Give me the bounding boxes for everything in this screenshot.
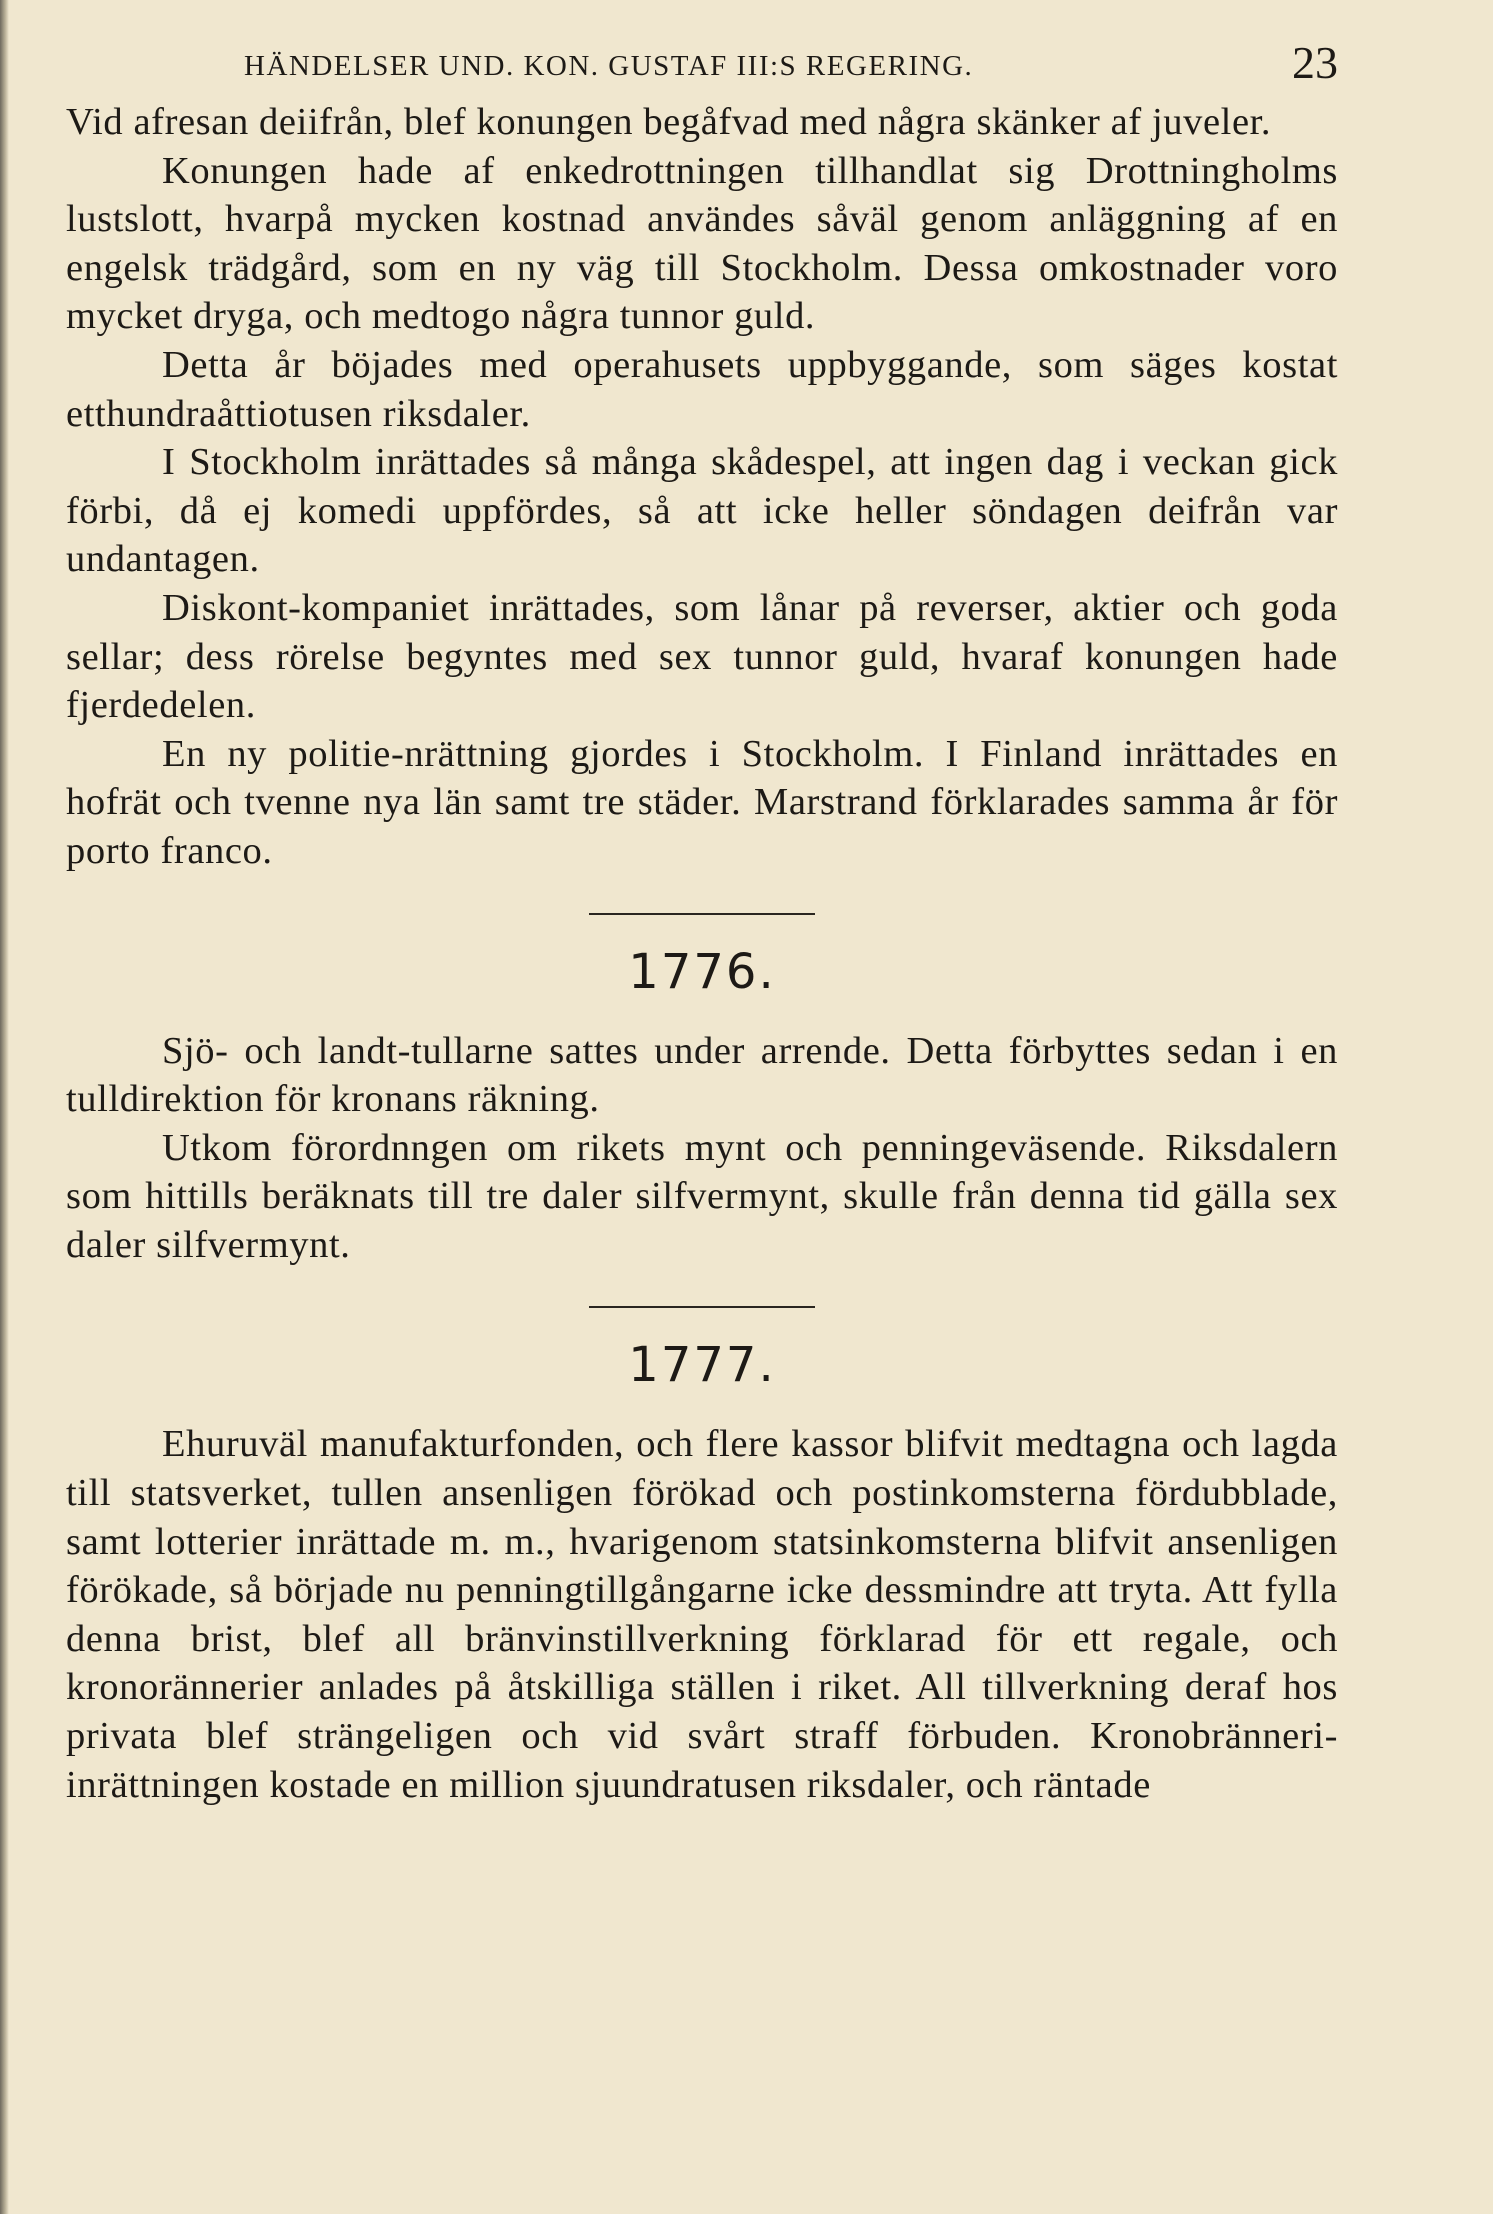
year-heading-1777: 1777.: [628, 1337, 776, 1394]
page-edge-shadow: [0, 0, 9, 2214]
body-text: [66, 98, 1338, 1809]
year-heading-1776: 1776.: [628, 943, 776, 1000]
paragraph: Vid afresan deiifrån, blef konungen begåfvad med några skänker af juveler.: [66, 101, 1272, 143]
paragraph: Diskont-kompaniet inrättades, som lånar på reverser, aktier och goda sellar; dess rörelse begyntes med sex tunnor guld, hvaraf konungen hade fjerdedelen.: [66, 586, 1338, 727]
paragraph: Konungen hade af enkedrottningen tillhandlat sig Drottningholms lustslott, hvarpå mycken kostnad användes såväl genom anläggning af en engelsk trädgård, som en ny väg till Stockholm. Dessa omkostnader voro mycket dryga, och medtogo några tunnor guld.: [66, 149, 1338, 338]
paragraph: I Stockholm inrättades så många skådespel, att ingen dag i veckan gick förbi, då ej komedi uppfördes, så att icke heller söndagen deifrån var undantagen.: [66, 441, 1338, 581]
running-head: HÄNDELSER UND. KON. GUSTAF III:S REGERING.: [244, 50, 974, 82]
paragraph: Detta år böjades med operahusets uppbyggande, som säges kostat etthundraåttiotusen riksdaler.: [66, 343, 1338, 435]
paragraph: Utkom förordnngen om rikets mynt och penningeväsende. Riksdalern som hittills beräknats till tre daler silfvermynt, skulle från denna tid gälla sex daler silfvermynt.: [66, 1126, 1338, 1266]
paragraph: En ny politie-nrättning gjordes i Stockholm. I Finland inrättades en hofrät och tvenne nya län samt tre städer. Marstrand förklarades samma år för porto franco.: [66, 732, 1338, 872]
page-header: [66, 36, 1338, 86]
paragraph: Ehuruväl manufakturfonden, och flere kassor blifvit medtagna och lagda till statsverket, tullen ansenligen förökad och postinkomsterna fördubblade, samt lotterier inrättade m. m., hvarigenom statsinkomsterna blifvit ansenligen förökade, så började nu penningtillgångarne icke dessmindre att tryta. Att fylla denna brist, blef all bränvinstillverkning förklarad för ett regale, och kronorännerier anlades på åtskilliga ställen i riket. All tillverkning deraf hos privata blef strängeligen och vid svårt straff förbuden. Kronobränneri-inrättningen kostade en million sjuundratusen riksdaler, och räntade: [66, 1423, 1338, 1806]
section-divider: [589, 913, 815, 915]
page-number: 23: [1292, 37, 1338, 88]
paragraph: Sjö- och landt-tullarne sattes under arrende. Detta förbyttes sedan i en tulldirektion för kronans räkning.: [66, 1029, 1338, 1121]
section-divider: [589, 1306, 815, 1308]
